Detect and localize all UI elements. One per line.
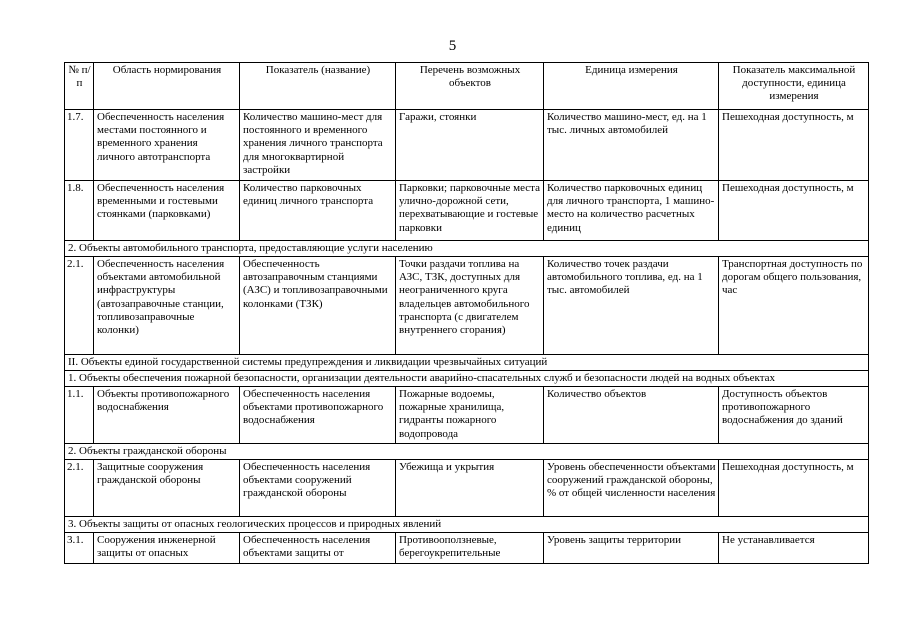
section-row [65, 355, 869, 371]
section-heading: 1. Объекты обеспечения пожарной безопасности, организации деятельности аварийно-спасательных служб и безопасности людей на водных объектах [65, 371, 869, 387]
accessibility-cell: Не устанавливается [719, 533, 869, 564]
indicator-cell: Обеспеченность населения объектами сооружений гражданской обороны [240, 460, 396, 517]
table-row [65, 110, 869, 181]
table-row [65, 533, 869, 564]
unit-cell: Количество парковочных единиц для личного транспорта, 1 машино-место на количество расчетных единиц [544, 181, 719, 241]
row-number: 1.8. [65, 181, 94, 241]
section-row [65, 444, 869, 460]
section-row [65, 517, 869, 533]
regulation-area-cell: Обеспеченность населения местами постоянного и временного хранения личного автотранспорта [94, 110, 240, 181]
row-number: 1.1. [65, 387, 94, 444]
section-heading: 2. Объекты автомобильного транспорта, предоставляющие услуги населению [65, 241, 869, 257]
row-number: 3.1. [65, 533, 94, 564]
accessibility-cell: Транспортная доступность по дорогам общего пользования, час [719, 257, 869, 355]
row-number: 2.1. [65, 257, 94, 355]
table-row [65, 257, 869, 355]
accessibility-cell: Пешеходная доступность, м [719, 181, 869, 241]
indicator-cell: Обеспеченность населения объектами противопожарного водоснабжения [240, 387, 396, 444]
indicator-cell: Обеспеченность автозаправочным станциями (АЗС) и топливозаправочными колонками (ТЗК) [240, 257, 396, 355]
unit-cell: Количество объектов [544, 387, 719, 444]
section-heading: 3. Объекты защиты от опасных геологических процессов и природных явлений [65, 517, 869, 533]
column-header-unit: Единица измерения [544, 63, 719, 110]
row-number: 2.1. [65, 460, 94, 517]
column-header-number: № п/п [65, 63, 94, 110]
regulation-area-cell: Обеспеченность населения временными и гостевыми стоянками (парковками) [94, 181, 240, 241]
section-heading: II. Объекты единой государственной системы предупреждения и ликвидации чрезвычайных ситуаций [65, 355, 869, 371]
section-row [65, 371, 869, 387]
accessibility-cell: Доступность объектов противопожарного водоснабжения до зданий [719, 387, 869, 444]
unit-cell: Количество точек раздачи автомобильного топлива, ед. на 1 тыс. автомобилей [544, 257, 719, 355]
objects-cell: Убежища и укрытия [396, 460, 544, 517]
objects-cell: Противооползневые, берегоукрепительные [396, 533, 544, 564]
table-row [65, 387, 869, 444]
objects-cell: Гаражи, стоянки [396, 110, 544, 181]
indicator-cell: Обеспеченность населения объектами защиты от [240, 533, 396, 564]
section-heading: 2. Объекты гражданской обороны [65, 444, 869, 460]
unit-cell: Количество машино-мест, ед. на 1 тыс. личных автомобилей [544, 110, 719, 181]
column-header-indicator: Показатель (название) [240, 63, 396, 110]
regulation-area-cell: Сооружения инженерной защиты от опасных [94, 533, 240, 564]
objects-cell: Точки раздачи топлива на АЗС, ТЗК, доступных для неограниченного круга владельцев автомобильного транспорта (с двигателем внутреннего сгорания) [396, 257, 544, 355]
table-header-row [65, 63, 869, 110]
column-header-accessibility: Показатель максимальной доступности, единица измерения [719, 63, 869, 110]
row-number: 1.7. [65, 110, 94, 181]
section-row [65, 241, 869, 257]
page-number: 5 [448, 38, 457, 54]
norms-table [64, 62, 869, 564]
indicator-cell: Количество машино-мест для постоянного и временного хранения личного транспорта для многоквартирной застройки [240, 110, 396, 181]
regulation-area-cell: Обеспеченность населения объектами автомобильной инфраструктуры (автозаправочные станции, топливозаправочные колонки) [94, 257, 240, 355]
table-row [65, 460, 869, 517]
accessibility-cell: Пешеходная доступность, м [719, 110, 869, 181]
accessibility-cell: Пешеходная доступность, м [719, 460, 869, 517]
column-header-area: Область нормирования [94, 63, 240, 110]
unit-cell: Уровень защиты территории [544, 533, 719, 564]
column-header-objects: Перечень возможных объектов [396, 63, 544, 110]
objects-cell: Парковки; парковочные места улично-дорожной сети, перехватывающие и гостевые парковки [396, 181, 544, 241]
indicator-cell: Количество парковочных единиц личного транспорта [240, 181, 396, 241]
objects-cell: Пожарные водоемы, пожарные хранилища, гидранты пожарного водопровода [396, 387, 544, 444]
regulation-area-cell: Объекты противопожарного водоснабжения [94, 387, 240, 444]
regulation-area-cell: Защитные сооружения гражданской обороны [94, 460, 240, 517]
table-row [65, 181, 869, 241]
unit-cell: Уровень обеспеченности объектами сооружений гражданской обороны, % от общей численности населения [544, 460, 719, 517]
